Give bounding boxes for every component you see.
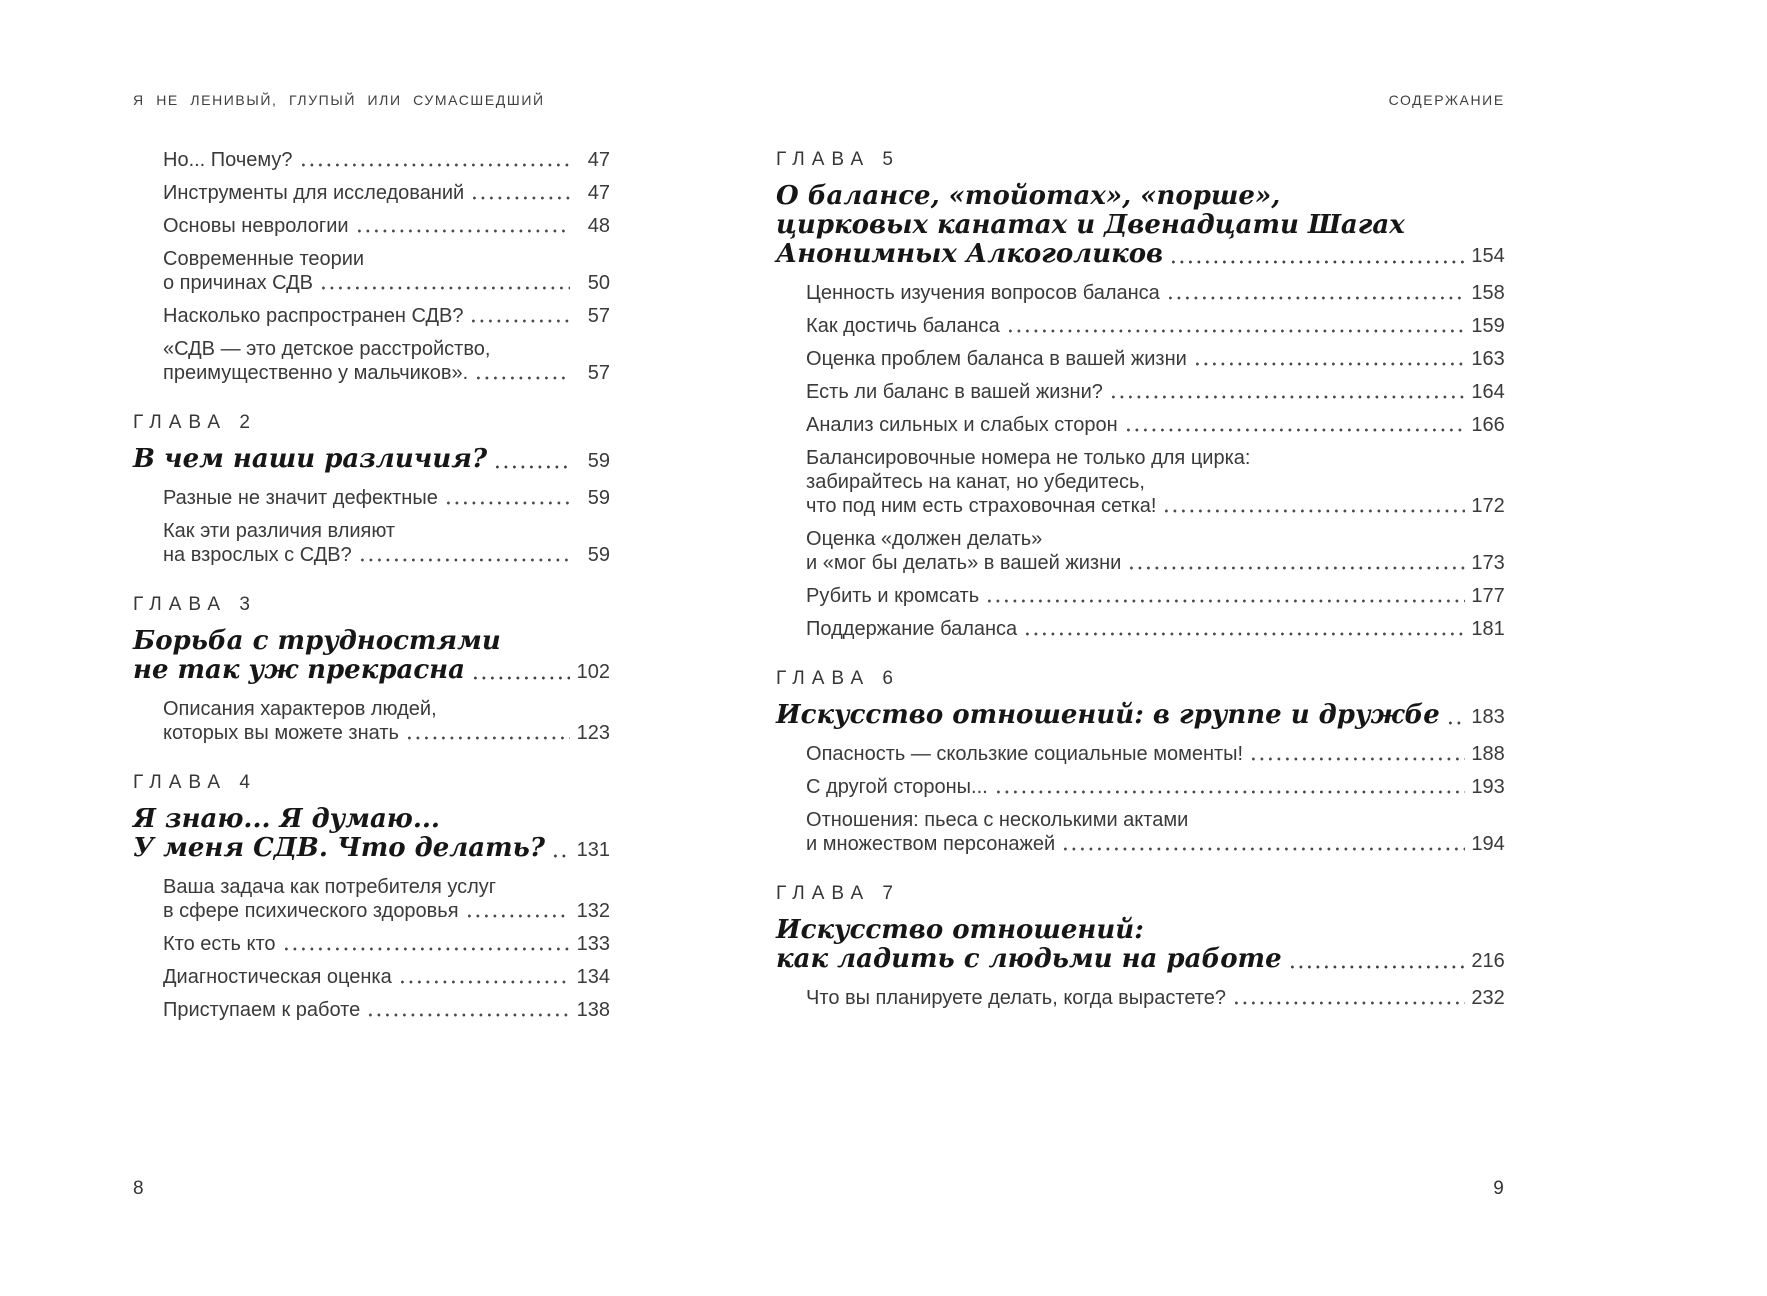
entry-line: [806, 832, 1505, 856]
dot-leader: [1252, 757, 1465, 761]
dot-leader: [447, 501, 570, 505]
entry-page-number: 172: [1471, 495, 1505, 517]
entry-text: Я знаю... Я думаю...: [133, 804, 440, 834]
entry-text: Основы неврологии: [163, 215, 349, 237]
dot-leader: [358, 229, 571, 233]
entry-line: [806, 413, 1505, 437]
dot-leader: [997, 790, 1465, 794]
left-page: [0, 0, 692, 1296]
entry-line: [163, 181, 610, 205]
entry-text: Современные теории: [163, 248, 365, 270]
entry-page-number: 177: [1471, 585, 1505, 607]
chapter-title-entry: [133, 445, 610, 476]
entry-line: [806, 446, 1505, 470]
entry-line: [806, 617, 1505, 641]
entry-page-number: 138: [576, 999, 611, 1021]
chapter-label: ГЛАВА 5: [776, 149, 900, 170]
entry-line: [806, 584, 1505, 608]
dot-leader: [1169, 296, 1465, 300]
entry-line: [163, 304, 610, 328]
entry-text: С другой стороны...: [806, 776, 988, 798]
chapter-label: ГЛАВА 4: [133, 772, 257, 793]
toc-left: [133, 148, 610, 1022]
dot-leader: [1165, 509, 1464, 513]
entry-line: [163, 214, 610, 238]
entry-page-number: 47: [587, 182, 611, 204]
chapter-label: ГЛАВА 7: [776, 883, 900, 904]
dot-leader: [554, 854, 570, 858]
entry-line: [163, 337, 610, 361]
toc-entry: [776, 446, 1505, 518]
entry-text: Анонимных Алкоголиков: [776, 239, 1164, 269]
entry-text: Искусство отношений:: [776, 915, 1144, 945]
dot-leader: [1235, 1001, 1465, 1005]
toc-entry: [776, 584, 1505, 608]
entry-page-number: 166: [1471, 414, 1505, 436]
entry-text: Рубить и кромсать: [806, 585, 980, 607]
entry-line: [776, 211, 1505, 240]
entry-text: Инструменты для исследований: [163, 182, 465, 204]
entry-line: [806, 470, 1505, 494]
toc-entry: [776, 527, 1505, 575]
entry-text: забирайтесь на канат, но убедитесь,: [806, 471, 1145, 493]
toc-entry: [133, 181, 610, 205]
entry-page-number: 163: [1471, 348, 1505, 370]
entry-text: которых вы можете знать: [163, 722, 399, 744]
entry-text: У меня СДВ. Что делать?: [133, 833, 546, 863]
entry-line: [163, 148, 610, 172]
entry-line: [776, 916, 1505, 945]
entry-page-number: 164: [1471, 381, 1505, 403]
toc-entry: [133, 932, 610, 956]
dot-leader: [1026, 632, 1465, 636]
entry-text: на взрослых с СДВ?: [163, 544, 352, 566]
toc-entry: [776, 986, 1505, 1010]
entry-text: Есть ли баланс в вашей жизни?: [806, 381, 1103, 403]
dot-leader: [468, 914, 570, 918]
dot-leader: [322, 286, 570, 290]
entry-page-number: 47: [587, 149, 611, 171]
entry-page-number: 57: [587, 305, 611, 327]
entry-line: [163, 998, 610, 1022]
entry-line: [163, 486, 610, 510]
entry-text: и множеством персонажей: [806, 833, 1056, 855]
toc-entry: [133, 965, 610, 989]
entry-text: Описания характеров людей,: [163, 698, 437, 720]
dot-leader: [988, 599, 1465, 603]
toc-entry: [776, 314, 1505, 338]
entry-page-number: 159: [1471, 315, 1505, 337]
toc-entry: [776, 380, 1505, 404]
entry-text: и «мог бы делать» в вашей жизни: [806, 552, 1122, 574]
entry-text: Оценка «должен делать»: [806, 528, 1043, 550]
entry-page-number: 59: [587, 487, 611, 509]
entry-line: [133, 656, 610, 687]
chapter-label: ГЛАВА 3: [133, 594, 257, 615]
dot-leader: [285, 947, 570, 951]
dot-leader: [401, 980, 570, 984]
dot-leader: [408, 736, 570, 740]
toc-entry: [776, 808, 1505, 856]
dot-leader: [474, 676, 570, 680]
entry-line: [163, 543, 610, 567]
entry-text: В чем наши различия?: [133, 444, 488, 474]
toc-entry: [133, 875, 610, 923]
entry-line: [163, 965, 610, 989]
entry-text: Опасность — скользкие социальные моменты!: [806, 743, 1244, 765]
entry-page-number: 134: [576, 966, 611, 988]
dot-leader: [1291, 965, 1465, 969]
toc-entry: [133, 214, 610, 238]
entry-text: Что вы планируете делать, когда вырастете?: [806, 987, 1226, 1009]
entry-text: как ладить с людьми на работе: [776, 944, 1282, 974]
entry-line: [163, 721, 610, 745]
entry-line: [163, 519, 610, 543]
page-number-left: 8: [133, 1178, 144, 1199]
entry-line: [163, 361, 610, 385]
dot-leader: [1009, 329, 1465, 333]
toc-entry: [133, 148, 610, 172]
entry-line: [776, 945, 1505, 976]
entry-line: [776, 240, 1505, 271]
entry-text: Анализ сильных и слабых сторон: [806, 414, 1118, 436]
dot-leader: [361, 558, 570, 562]
entry-text: преимущественно у мальчиков».: [163, 362, 469, 384]
entry-text: цирковых канатах и Двенадцати Шагах: [776, 210, 1405, 240]
chapter-title-entry: [776, 916, 1505, 976]
entry-line: [806, 742, 1505, 766]
entry-line: [133, 627, 610, 656]
entry-line: [163, 875, 610, 899]
toc-entry: [133, 247, 610, 295]
entry-text: Кто есть кто: [163, 933, 276, 955]
entry-line: [806, 347, 1505, 371]
entry-line: [163, 899, 610, 923]
dot-leader: [1196, 362, 1465, 366]
toc-entry: [133, 697, 610, 745]
entry-text: Оценка проблем баланса в вашей жизни: [806, 348, 1187, 370]
entry-text: Ценность изучения вопросов баланса: [806, 282, 1160, 304]
entry-page-number: 59: [587, 544, 611, 566]
entry-text: что под ним есть страховочная сетка!: [806, 495, 1157, 517]
dot-leader: [496, 465, 570, 469]
entry-page-number: 181: [1471, 618, 1505, 640]
toc-entry: [133, 337, 610, 385]
toc-entry: [776, 413, 1505, 437]
entry-text: Борьба с трудностями: [133, 626, 501, 656]
entry-page-number: 154: [1471, 245, 1505, 267]
entry-line: [806, 775, 1505, 799]
toc-entry: [133, 304, 610, 328]
entry-line: [806, 494, 1505, 518]
running-head-right: СОДЕРЖАНИЕ: [1388, 92, 1505, 108]
chapter-title-entry: [776, 182, 1505, 271]
entry-page-number: 123: [576, 722, 611, 744]
toc-entry: [776, 775, 1505, 799]
dot-leader: [369, 1013, 570, 1017]
dot-leader: [1064, 847, 1465, 851]
entry-text: Разные не значит дефектные: [163, 487, 438, 509]
entry-text: не так уж прекрасна: [133, 655, 465, 685]
entry-line: [133, 445, 610, 476]
entry-text: «СДВ — это детское расстройство,: [163, 338, 491, 360]
entry-text: Отношения: пьеса с несколькими актами: [806, 809, 1189, 831]
toc-entry: [133, 519, 610, 567]
entry-line: [806, 808, 1505, 832]
toc-entry: [133, 486, 610, 510]
entry-page-number: 133: [576, 933, 611, 955]
chapter-title-entry: [133, 627, 610, 687]
entry-line: [806, 527, 1505, 551]
toc-entry: [776, 617, 1505, 641]
entry-text: Приступаем к работе: [163, 999, 361, 1021]
entry-page-number: 194: [1471, 833, 1505, 855]
entry-text: Искусство отношений: в группе и дружбе: [776, 700, 1440, 730]
dot-leader: [1130, 566, 1464, 570]
page-number-right: 9: [1493, 1178, 1504, 1199]
entry-page-number: 102: [576, 661, 611, 683]
dot-leader: [473, 196, 570, 200]
entry-page-number: 132: [576, 900, 611, 922]
entry-text: Как эти различия влияют: [163, 520, 396, 542]
dot-leader: [302, 163, 571, 167]
entry-line: [806, 551, 1505, 575]
entry-text: О балансе, «тойотах», «порше»,: [776, 181, 1281, 211]
entry-text: в сфере психического здоровья: [163, 900, 459, 922]
entry-line: [806, 281, 1505, 305]
entry-page-number: 158: [1471, 282, 1505, 304]
entry-page-number: 183: [1471, 706, 1505, 728]
entry-page-number: 232: [1471, 987, 1505, 1009]
entry-text: Как достичь баланса: [806, 315, 1000, 337]
dot-leader: [1112, 395, 1465, 399]
entry-line: [776, 701, 1505, 732]
entry-page-number: 48: [587, 215, 611, 237]
entry-page-number: 193: [1471, 776, 1505, 798]
entry-line: [133, 805, 610, 834]
chapter-title-entry: [133, 805, 610, 865]
toc-entry: [776, 742, 1505, 766]
dot-leader: [1172, 260, 1465, 264]
entry-page-number: 173: [1471, 552, 1505, 574]
entry-page-number: 131: [576, 839, 611, 861]
running-head-left: Я НЕ ЛЕНИВЫЙ, ГЛУПЫЙ ИЛИ СУМАСШЕДШИЙ: [133, 92, 545, 108]
entry-page-number: 216: [1471, 950, 1505, 972]
toc-entry: [133, 998, 610, 1022]
entry-text: о причинах СДВ: [163, 272, 314, 294]
entry-text: Но... Почему?: [163, 149, 293, 171]
entry-text: Насколько распространен СДВ?: [163, 305, 464, 327]
entry-text: Балансировочные номера не только для цирка:: [806, 447, 1251, 469]
right-page: [692, 0, 1767, 1296]
entry-line: [806, 986, 1505, 1010]
toc-entry: [776, 281, 1505, 305]
chapter-label: ГЛАВА 6: [776, 668, 900, 689]
entry-page-number: 188: [1471, 743, 1505, 765]
dot-leader: [1127, 428, 1465, 432]
entry-page-number: 50: [587, 272, 611, 294]
entry-page-number: 59: [587, 450, 611, 472]
toc-right: [776, 148, 1505, 1010]
toc-entry: [776, 347, 1505, 371]
dot-leader: [1449, 721, 1465, 725]
entry-text: Поддержание баланса: [806, 618, 1018, 640]
entry-line: [163, 697, 610, 721]
entry-line: [163, 271, 610, 295]
entry-line: [776, 182, 1505, 211]
chapter-label: ГЛАВА 2: [133, 412, 257, 433]
entry-line: [806, 314, 1505, 338]
entry-text: Диагностическая оценка: [163, 966, 392, 988]
dot-leader: [477, 376, 570, 380]
dot-leader: [472, 319, 570, 323]
entry-page-number: 57: [587, 362, 611, 384]
entry-line: [163, 932, 610, 956]
chapter-title-entry: [776, 701, 1505, 732]
entry-line: [163, 247, 610, 271]
entry-line: [806, 380, 1505, 404]
entry-line: [133, 834, 610, 865]
entry-text: Ваша задача как потребителя услуг: [163, 876, 497, 898]
